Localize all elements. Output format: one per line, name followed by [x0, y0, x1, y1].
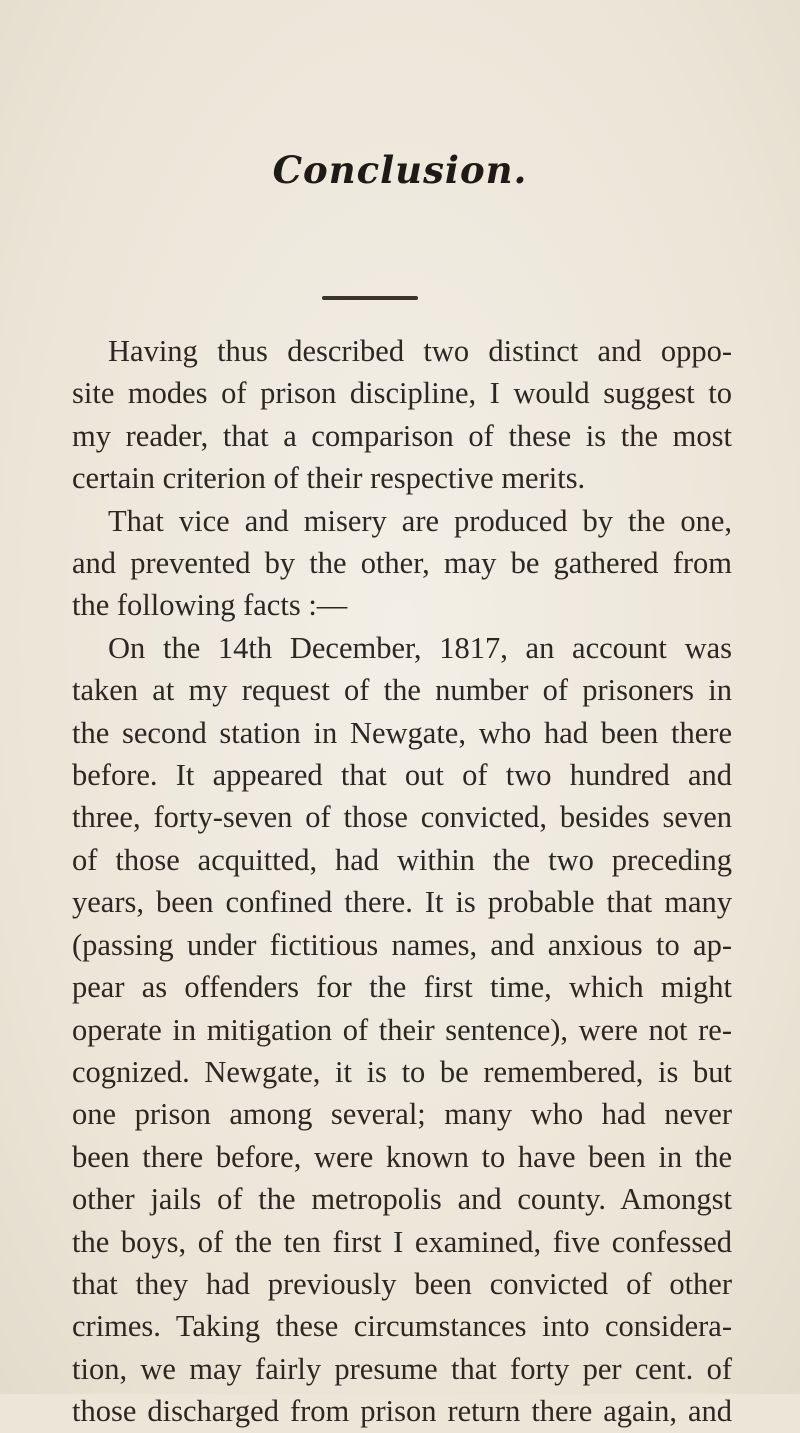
- text-line: crimes. Taking these circumstances into considera-: [72, 1309, 732, 1344]
- text-line: the boys, of the ten first I examined, five confessed: [72, 1224, 732, 1259]
- text-line: That vice and misery are produced by the one,: [108, 503, 732, 538]
- text-line: those discharged from prison return there again, and: [72, 1394, 732, 1429]
- text-line: taken at my request of the number of prisoners in: [72, 673, 732, 708]
- text-line: before. It appeared that out of two hundred and: [72, 758, 732, 793]
- text-line: the following facts :—: [72, 588, 348, 623]
- text-line: tion, we may fairly presume that forty per cent. of: [72, 1351, 732, 1386]
- text-line: my reader, that a comparison of these is the most: [72, 418, 732, 453]
- text-line: operate in mitigation of their sentence), were not re-: [72, 1012, 732, 1047]
- text-line: cognized. Newgate, it is to be remembered, is but: [72, 1054, 732, 1089]
- text-line: certain criterion of their respective merits.: [72, 461, 586, 496]
- text-line: Having thus described two distinct and oppo-: [108, 334, 732, 368]
- text-line: pear as offenders for the first time, which might: [72, 970, 732, 1005]
- text-line: that they had previously been convicted of other: [72, 1266, 732, 1301]
- text-line: of those acquitted, had within the two preceding: [72, 842, 732, 877]
- text-line: three, forty-seven of those convicted, besides seven: [72, 800, 732, 835]
- text-line: On the 14th December, 1817, an account was: [108, 630, 732, 665]
- text-line: years, been confined there. It is probable that many: [72, 885, 732, 920]
- heading-rule: [322, 296, 418, 300]
- body-text: [72, 330, 732, 1433]
- text-line: and prevented by the other, may be gathered from: [72, 546, 732, 581]
- text-line: been there before, were known to have been in the: [72, 1139, 732, 1174]
- text-line: other jails of the metropolis and county. Amongst: [72, 1182, 732, 1217]
- text-line: one prison among several; many who had never: [72, 1097, 732, 1132]
- text-line: site modes of prison discipline, I would suggest to: [72, 376, 732, 411]
- text-line: (passing under fictitious names, and anxious to ap-: [72, 927, 732, 962]
- text-line: the second station in Newgate, who had been there: [72, 715, 732, 750]
- chapter-heading: Conclusion.: [272, 148, 528, 192]
